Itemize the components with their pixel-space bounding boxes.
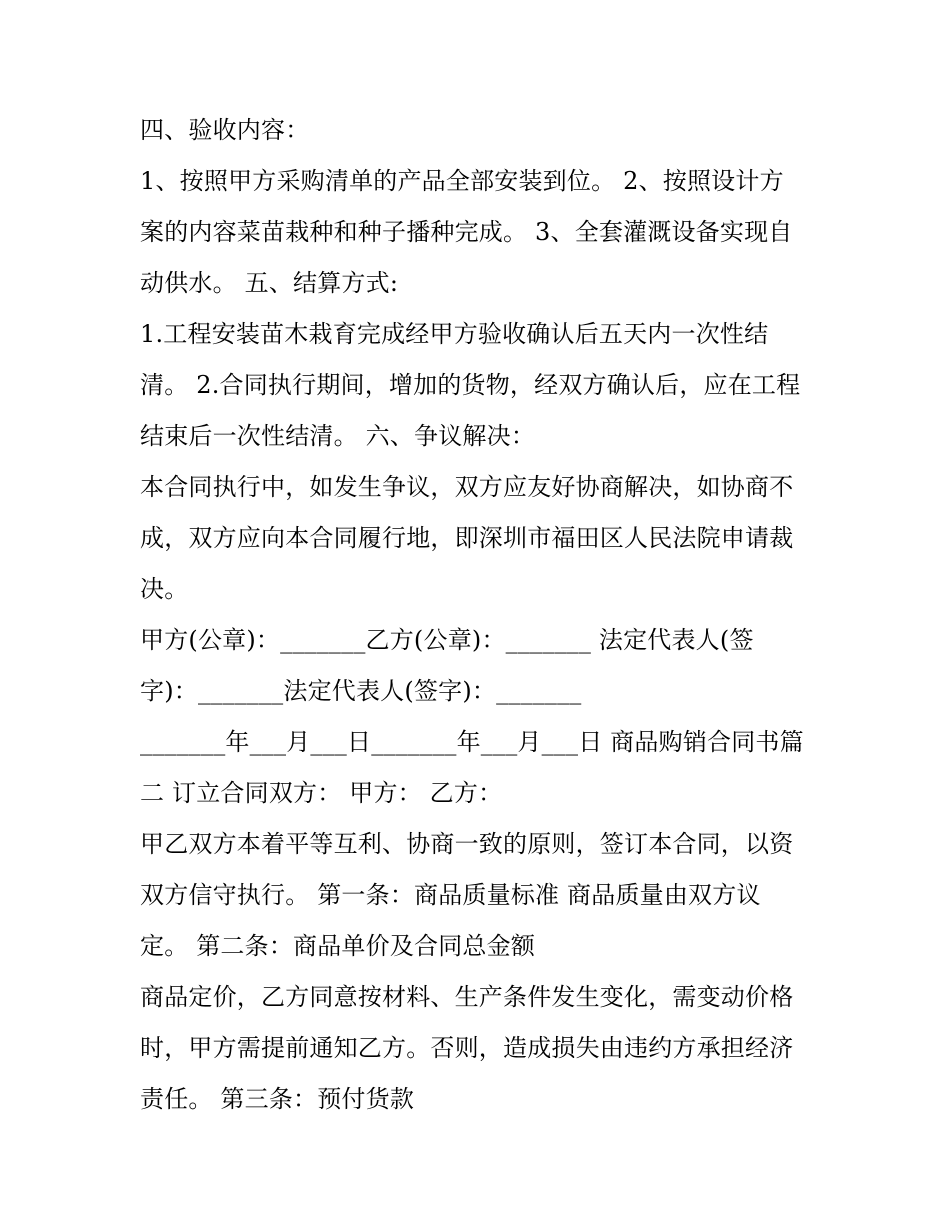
text-line: 甲乙双方本着平等互利、协商一致的原则，签订本合同，以资 (140, 830, 794, 858)
signature-line: 字)：_______法定代表人(签字)：_______ (140, 677, 582, 705)
text-line: 双方信守执行。 第一条：商品质量标准 商品质量由双方议 (140, 881, 761, 909)
text-line: 1、按照甲方采购清单的产品全部安装到位。 2、按照设计方 (140, 167, 784, 195)
text-line: 动供水。 五、结算方式: (140, 269, 399, 297)
text-line: 1.工程安装苗木栽育完成经甲方验收确认后五天内一次性结 (140, 320, 769, 348)
text-line: 成，双方应向本合同履行地，即深圳市福田区人民法院申请裁 (140, 524, 794, 552)
text-line: 责任。 第三条：预付货款 (140, 1085, 415, 1113)
text-line: 二 订立合同双方： 甲方： 乙方： (140, 779, 503, 807)
date-line: _______年___月___日_______年___月___日 商品购销合同书篇 (140, 728, 804, 756)
text-line: 结束后一次性结清。 六、争议解决： (140, 422, 536, 450)
text-line: 案的内容菜苗栽种和种子播种完成。 3、全套灌溉设备实现自 (140, 218, 793, 246)
text-line: 清。 2.合同执行期间，增加的货物，经双方确认后，应在工程 (140, 371, 801, 399)
text-line: 本合同执行中，如发生争议，双方应友好协商解决，如协商不 (140, 473, 794, 501)
text-line: 四、验收内容： (140, 116, 310, 144)
signature-line: 甲方(公章)：_______乙方(公章)：_______ 法定代表人(签 (140, 626, 754, 654)
text-line: 时，甲方需提前通知乙方。否则，造成损失由违约方承担经济 (140, 1034, 794, 1062)
text-line: 决。 (140, 575, 189, 603)
text-line: 定。 第二条：商品单价及合同总金额 (140, 932, 536, 960)
text-line: 商品定价，乙方同意按材料、生产条件发生变化，需变动价格 (140, 983, 794, 1011)
